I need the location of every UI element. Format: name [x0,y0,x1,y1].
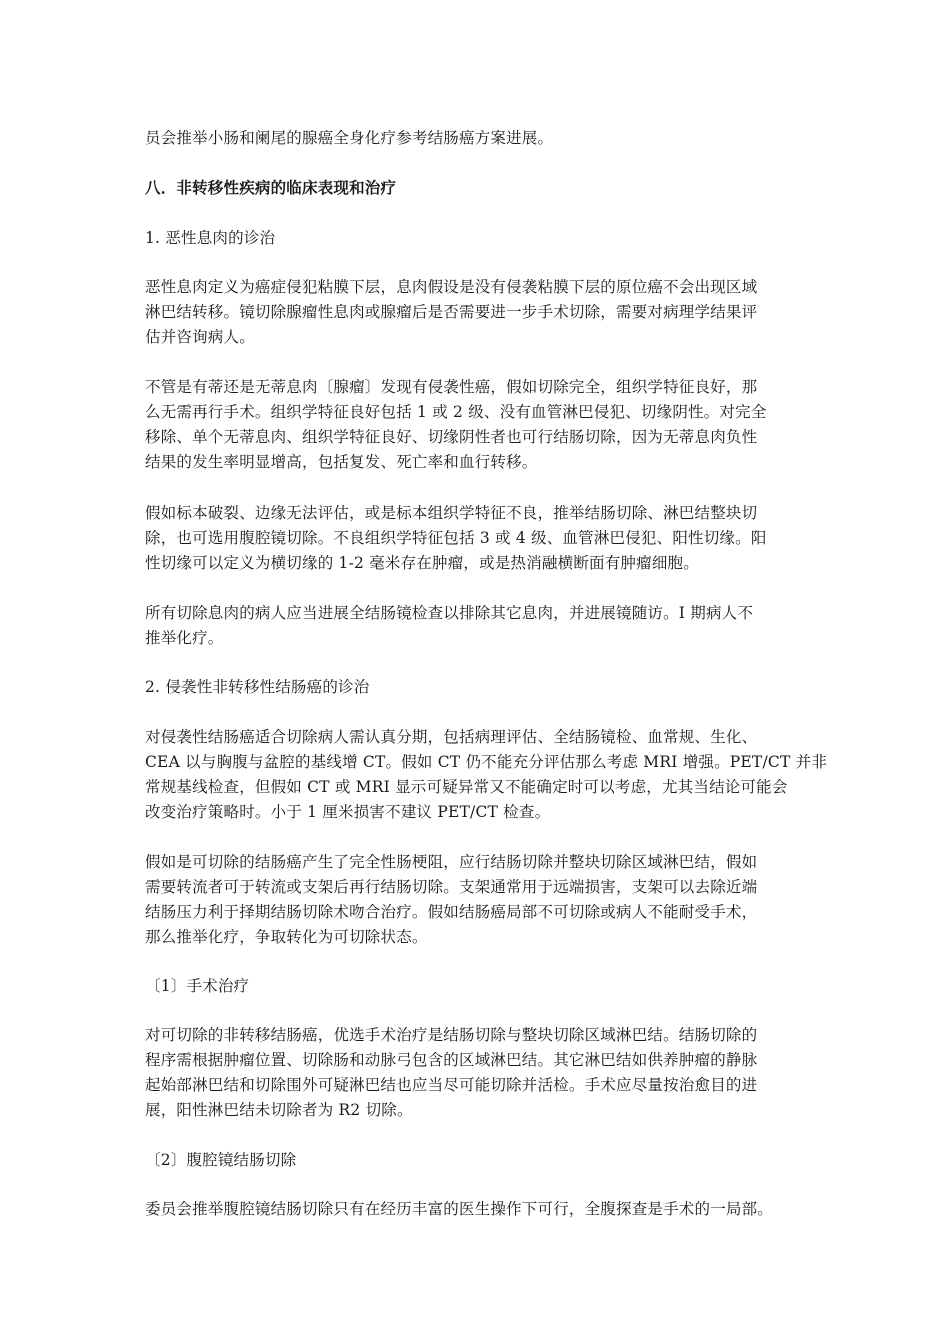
paragraph-line: 改变治疗策略时。小于 1 厘米损害不建议 PET/CT 检查。 [145,803,551,821]
paragraph-line: 对侵袭性结肠癌适合切除病人需认真分期，包括病理评估、全结肠镜检、血常规、生化、 [145,728,758,746]
paragraph-line: 么无需再行手术。组织学特征良好包括 1 或 2 级、没有血管淋巴侵犯、切缘阴性。对完全 [145,403,767,421]
paragraph-line: 不管是有蒂还是无蒂息肉〔腺瘤〕发现有侵袭性癌，假如切除完全，组织学特征良好，那 [145,378,758,396]
paragraph-line: 需要转流者可于转流或支架后再行结肠切除。支架通常用于远端损害，支架可以去除近端 [145,878,758,896]
subsection-heading: 〔1〕手术治疗 [145,977,250,995]
paragraph-line: 移除、单个无蒂息肉、组织学特征良好、切缘阴性者也可行结肠切除，因为无蒂息肉负性 [145,428,758,446]
section-heading: 八．非转移性疾病的临床表现和治疗 [145,178,397,197]
paragraph-line: 所有切除息肉的病人应当进展全结肠镜检查以排除其它息肉，并进展镜随访。I 期病人不 [145,604,754,622]
paragraph-line: 展，阳性淋巴结未切除者为 R2 切除。 [145,1101,413,1119]
paragraph-line: 常规基线检查，但假如 CT 或 MRI 显示可疑异常又不能确定时可以考虑，尤其当结论可能会 [145,778,788,796]
paragraph-line: 估并咨询病人。 [145,328,255,346]
paragraph-line: 那么推举化疗，争取转化为可切除状态。 [145,928,428,946]
paragraph-line: 程序需根据肿瘤位置、切除肠和动脉弓包含的区域淋巴结。其它淋巴结如供养肿瘤的静脉 [145,1051,758,1069]
paragraph-line: 除，也可选用腹腔镜切除。不良组织学特征包括 3 或 4 级、血管淋巴侵犯、阳性切缘。阳 [145,529,767,547]
paragraph-line: 委员会推举腹腔镜结肠切除只有在经历丰富的医生操作下可行，全腹探查是手术的一局部。 [145,1200,774,1218]
paragraph-line: 淋巴结转移。镜切除腺瘤性息肉或腺瘤后是否需要进一步手术切除，需要对病理学结果评 [145,303,758,321]
paragraph-line: 结肠压力利于择期结肠切除术吻合治疗。假如结肠癌局部不可切除或病人不能耐受手术， [145,903,758,921]
paragraph-line: 性切缘可以定义为横切缘的 1-2 毫米存在肿瘤，或是热消融横断面有肿瘤细胞。 [145,554,699,572]
paragraph-line: 假如标本破裂、边缘无法评估，或是标本组织学特征不良，推举结肠切除、淋巴结整块切 [145,504,758,522]
subsection-heading: 2. 侵袭性非转移性结肠癌的诊治 [145,678,370,696]
subsection-heading: 〔2〕腹腔镜结肠切除 [145,1151,297,1169]
paragraph-line: CEA 以与胸腹与盆腔的基线增 CT。假如 CT 仍不能充分评估那么考虑 MRI 增强。PET/CT 并非 [145,753,828,771]
subsection-heading: 1. 恶性息肉的诊治 [145,229,276,247]
paragraph-line: 假如是可切除的结肠癌产生了完全性肠梗阻，应行结肠切除并整块切除区域淋巴结，假如 [145,853,758,871]
paragraph-line: 恶性息肉定义为癌症侵犯粘膜下层，息肉假设是没有侵袭粘膜下层的原位癌不会出现区域 [145,278,758,296]
paragraph-line: 对可切除的非转移结肠癌，优选手术治疗是结肠切除与整块切除区域淋巴结。结肠切除的 [145,1026,758,1044]
paragraph-line: 推举化疗。 [145,629,224,647]
paragraph-line: 起始部淋巴结和切除围外可疑淋巴结也应当尽可能切除并活检。手术应尽量按治愈目的进 [145,1076,758,1094]
paragraph-line: 结果的发生率明显增高，包括复发、死亡率和血行转移。 [145,453,538,471]
paragraph-line: 员会推举小肠和阑尾的腺癌全身化疗参考结肠癌方案进展。 [145,129,554,147]
